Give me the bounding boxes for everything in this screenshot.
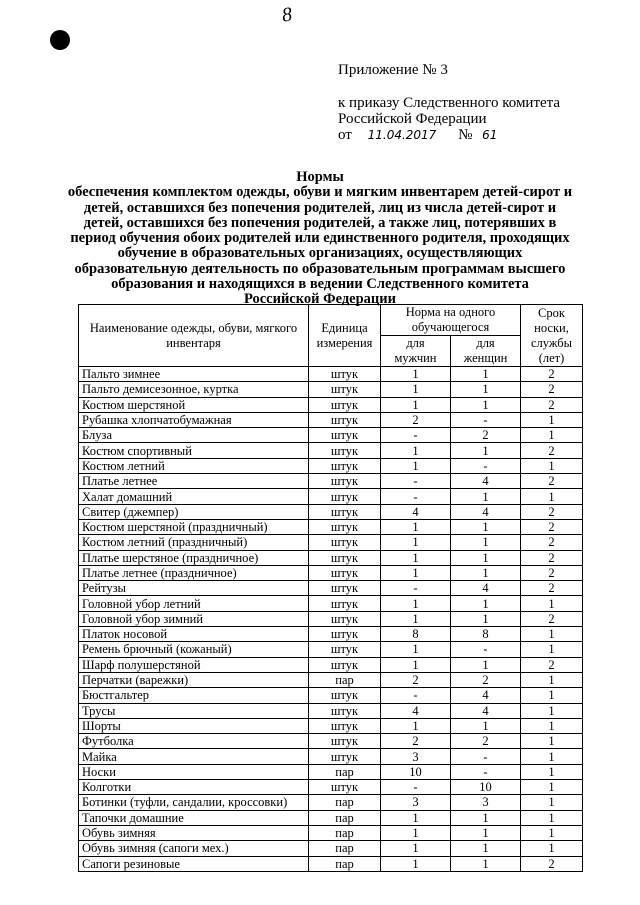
cell-women: 1 <box>451 519 521 534</box>
cell-women: 1 <box>451 367 521 382</box>
cell-women: - <box>451 642 521 657</box>
cell-name: Тапочки домашние <box>79 810 309 825</box>
cell-women: 1 <box>451 825 521 840</box>
table-row <box>79 412 583 427</box>
table-row <box>79 718 583 733</box>
table-row <box>79 519 583 534</box>
cell-unit: пар <box>309 856 381 871</box>
table-row <box>79 825 583 840</box>
cell-women: 1 <box>451 596 521 611</box>
table-row <box>79 581 583 596</box>
cell-name: Блуза <box>79 428 309 443</box>
cell-term: 2 <box>521 657 583 672</box>
table-row <box>79 672 583 687</box>
cell-unit: штук <box>309 504 381 519</box>
appendix-title: Приложение № 3 <box>338 62 448 78</box>
cell-name: Ботинки (туфли, сандалии, кроссовки) <box>79 795 309 810</box>
cell-men: 1 <box>381 519 451 534</box>
title-line: период обучения обоих родителей или единственного родителя, проходящих <box>70 230 570 247</box>
order-date-line <box>338 127 560 143</box>
cell-name: Костюм шерстяной <box>79 397 309 412</box>
cell-term: 1 <box>521 795 583 810</box>
cell-name: Халат домашний <box>79 489 309 504</box>
cell-name: Костюм летний (праздничный) <box>79 535 309 550</box>
punch-hole-mark <box>50 30 70 50</box>
cell-name: Свитер (джемпер) <box>79 504 309 519</box>
appendix-spacer <box>338 78 560 95</box>
cell-unit: штук <box>309 627 381 642</box>
cell-men: 1 <box>381 443 451 458</box>
cell-men: 3 <box>381 795 451 810</box>
header-unit: Единица измерения <box>309 305 381 367</box>
cell-name: Рубашка хлопчатобумажная <box>79 412 309 427</box>
cell-term: 1 <box>521 825 583 840</box>
cell-women: 1 <box>451 856 521 871</box>
cell-name: Костюм летний <box>79 458 309 473</box>
order-date: 11.04.2017 <box>367 128 437 142</box>
cell-unit: штук <box>309 412 381 427</box>
table-row <box>79 841 583 856</box>
table-row <box>79 550 583 565</box>
cell-unit: штук <box>309 565 381 580</box>
cell-women: 1 <box>451 443 521 458</box>
cell-name: Ремень брючный (кожаный) <box>79 642 309 657</box>
cell-term: 1 <box>521 718 583 733</box>
cell-women: 1 <box>451 810 521 825</box>
table-row <box>79 428 583 443</box>
title-line: обеспечения комплектом одежды, обуви и мягким инвентарем детей-сирот и <box>67 184 573 201</box>
cell-name: Костюм спортивный <box>79 443 309 458</box>
table-row <box>79 397 583 412</box>
cell-name: Носки <box>79 764 309 779</box>
cell-women: 4 <box>451 581 521 596</box>
number-prefix: № <box>458 127 473 143</box>
table-body <box>79 367 583 872</box>
cell-name: Колготки <box>79 780 309 795</box>
cell-men: 3 <box>381 749 451 764</box>
cell-name: Платье летнее <box>79 474 309 489</box>
table-row <box>79 382 583 397</box>
cell-women: - <box>451 749 521 764</box>
cell-name: Шарф полушерстяной <box>79 657 309 672</box>
cell-women: 2 <box>451 672 521 687</box>
cell-men: 8 <box>381 627 451 642</box>
table-row <box>79 367 583 382</box>
table-row <box>79 474 583 489</box>
title-line: обучение в образовательных организациях, осуществляющих <box>117 245 523 262</box>
cell-name: Головной убор летний <box>79 596 309 611</box>
header-name: Наименование одежды, обуви, мягкого инвентаря <box>79 305 309 367</box>
cell-unit: штук <box>309 397 381 412</box>
cell-name: Сапоги резиновые <box>79 856 309 871</box>
cell-name: Обувь зимняя (сапоги мех.) <box>79 841 309 856</box>
cell-unit: штук <box>309 581 381 596</box>
table-row <box>79 734 583 749</box>
cell-women: 8 <box>451 627 521 642</box>
cell-term: 1 <box>521 642 583 657</box>
cell-men: 1 <box>381 458 451 473</box>
cell-women: 4 <box>451 504 521 519</box>
cell-name: Рейтузы <box>79 581 309 596</box>
cell-unit: штук <box>309 458 381 473</box>
cell-unit: штук <box>309 749 381 764</box>
cell-term: 1 <box>521 703 583 718</box>
title-line: детей, оставшихся без попечения родителей, а также лиц, потерявших в <box>83 214 557 231</box>
norms-table <box>78 304 583 872</box>
cell-unit: штук <box>309 703 381 718</box>
cell-women: 10 <box>451 780 521 795</box>
cell-unit: пар <box>309 825 381 840</box>
cell-unit: штук <box>309 474 381 489</box>
cell-term: 2 <box>521 581 583 596</box>
cell-term: 2 <box>521 550 583 565</box>
cell-unit: пар <box>309 841 381 856</box>
title-heading: Нормы <box>296 169 344 185</box>
cell-women: - <box>451 412 521 427</box>
cell-unit: пар <box>309 764 381 779</box>
cell-women: 3 <box>451 795 521 810</box>
cell-unit: штук <box>309 367 381 382</box>
header-norm: Норма на одного обучающегося <box>381 305 521 336</box>
table-row <box>79 611 583 626</box>
table-row <box>79 780 583 795</box>
cell-term: 1 <box>521 780 583 795</box>
cell-men: - <box>381 474 451 489</box>
cell-men: 1 <box>381 841 451 856</box>
cell-women: 1 <box>451 565 521 580</box>
cell-unit: пар <box>309 810 381 825</box>
cell-term: 1 <box>521 749 583 764</box>
cell-women: - <box>451 764 521 779</box>
cell-men: 1 <box>381 810 451 825</box>
table-row <box>79 489 583 504</box>
table-row <box>79 596 583 611</box>
header-term: Срок носки, службы (лет) <box>521 305 583 367</box>
cell-men: 1 <box>381 657 451 672</box>
cell-unit: пар <box>309 672 381 687</box>
table-row <box>79 810 583 825</box>
table-row <box>79 749 583 764</box>
cell-men: 2 <box>381 412 451 427</box>
date-prefix: от <box>338 127 352 143</box>
table-row <box>79 535 583 550</box>
cell-men: 1 <box>381 535 451 550</box>
cell-unit: штук <box>309 734 381 749</box>
cell-name: Платье шерстяное (праздничное) <box>79 550 309 565</box>
cell-men: 1 <box>381 397 451 412</box>
cell-men: 1 <box>381 596 451 611</box>
cell-term: 2 <box>521 519 583 534</box>
cell-term: 1 <box>521 596 583 611</box>
cell-unit: штук <box>309 489 381 504</box>
cell-men: 1 <box>381 367 451 382</box>
cell-unit: штук <box>309 535 381 550</box>
cell-term: 1 <box>521 764 583 779</box>
cell-unit: штук <box>309 611 381 626</box>
cell-unit: штук <box>309 443 381 458</box>
appendix-block <box>338 62 560 143</box>
cell-term: 1 <box>521 412 583 427</box>
cell-term: 1 <box>521 688 583 703</box>
table-row <box>79 627 583 642</box>
cell-women: 1 <box>451 550 521 565</box>
cell-unit: штук <box>309 642 381 657</box>
cell-women: 1 <box>451 397 521 412</box>
cell-men: 10 <box>381 764 451 779</box>
cell-term: 1 <box>521 428 583 443</box>
cell-term: 2 <box>521 535 583 550</box>
cell-name: Платок носовой <box>79 627 309 642</box>
cell-name: Обувь зимняя <box>79 825 309 840</box>
table-row <box>79 458 583 473</box>
order-number: 61 <box>482 128 498 142</box>
cell-name: Платье летнее (праздничное) <box>79 565 309 580</box>
cell-name: Головной убор зимний <box>79 611 309 626</box>
cell-women: 4 <box>451 703 521 718</box>
title-line: детей, оставшихся без попечения родителей, лиц из числа детей-сирот и <box>83 199 557 216</box>
cell-term: 2 <box>521 443 583 458</box>
cell-women: 4 <box>451 688 521 703</box>
cell-unit: штук <box>309 596 381 611</box>
cell-women: 4 <box>451 474 521 489</box>
cell-unit: пар <box>309 795 381 810</box>
table-row <box>79 642 583 657</box>
cell-men: 1 <box>381 550 451 565</box>
table-row <box>79 688 583 703</box>
cell-women: 1 <box>451 535 521 550</box>
cell-women: 2 <box>451 428 521 443</box>
cell-term: 2 <box>521 856 583 871</box>
cell-men: - <box>381 688 451 703</box>
cell-term: 1 <box>521 627 583 642</box>
cell-women: 1 <box>451 657 521 672</box>
table-row <box>79 856 583 871</box>
cell-name: Майка <box>79 749 309 764</box>
cell-men: - <box>381 780 451 795</box>
cell-men: - <box>381 428 451 443</box>
cell-unit: штук <box>309 428 381 443</box>
cell-women: 1 <box>451 489 521 504</box>
cell-men: - <box>381 489 451 504</box>
cell-term: 2 <box>521 367 583 382</box>
cell-women: 1 <box>451 611 521 626</box>
order-line-1: к приказу Следственного комитета <box>338 95 561 111</box>
header-women: для женщин <box>451 336 521 367</box>
table-row <box>79 443 583 458</box>
table-row <box>79 565 583 580</box>
cell-name: Перчатки (варежки) <box>79 672 309 687</box>
cell-men: 4 <box>381 504 451 519</box>
cell-name: Бюстгальтер <box>79 688 309 703</box>
cell-name: Трусы <box>79 703 309 718</box>
cell-women: 2 <box>451 734 521 749</box>
cell-term: 1 <box>521 810 583 825</box>
cell-men: 1 <box>381 718 451 733</box>
cell-term: 1 <box>521 458 583 473</box>
cell-term: 1 <box>521 841 583 856</box>
cell-men: - <box>381 581 451 596</box>
cell-women: - <box>451 458 521 473</box>
table-row <box>79 764 583 779</box>
title-line: Российской Федерации <box>243 291 396 308</box>
cell-men: 1 <box>381 611 451 626</box>
cell-men: 1 <box>381 825 451 840</box>
cell-name: Костюм шерстяной (праздничный) <box>79 519 309 534</box>
table-row <box>79 703 583 718</box>
cell-unit: штук <box>309 519 381 534</box>
cell-term: 1 <box>521 672 583 687</box>
table-row <box>79 657 583 672</box>
page-number: 8 <box>280 3 294 27</box>
cell-name: Футболка <box>79 734 309 749</box>
cell-term: 1 <box>521 734 583 749</box>
cell-men: 1 <box>381 382 451 397</box>
table-row <box>79 795 583 810</box>
cell-unit: штук <box>309 657 381 672</box>
cell-term: 1 <box>521 489 583 504</box>
table-row <box>79 504 583 519</box>
cell-men: 4 <box>381 703 451 718</box>
cell-men: 1 <box>381 565 451 580</box>
cell-men: 1 <box>381 856 451 871</box>
cell-women: 1 <box>451 718 521 733</box>
order-line-2: Российской Федерации <box>338 111 487 127</box>
header-men: для мужчин <box>381 336 451 367</box>
cell-term: 2 <box>521 382 583 397</box>
cell-men: 2 <box>381 672 451 687</box>
cell-term: 2 <box>521 565 583 580</box>
cell-term: 2 <box>521 397 583 412</box>
cell-term: 2 <box>521 474 583 489</box>
cell-name: Шорты <box>79 718 309 733</box>
cell-term: 2 <box>521 611 583 626</box>
cell-men: 2 <box>381 734 451 749</box>
cell-unit: штук <box>309 382 381 397</box>
cell-term: 2 <box>521 504 583 519</box>
title-line: образования и находящихся в ведении Следственного комитета <box>111 276 529 293</box>
cell-unit: штук <box>309 688 381 703</box>
cell-unit: штук <box>309 718 381 733</box>
document-title <box>40 170 600 308</box>
cell-unit: штук <box>309 550 381 565</box>
cell-men: 1 <box>381 642 451 657</box>
cell-name: Пальто зимнее <box>79 367 309 382</box>
cell-women: 1 <box>451 382 521 397</box>
cell-unit: штук <box>309 780 381 795</box>
cell-women: 1 <box>451 841 521 856</box>
cell-name: Пальто демисезонное, куртка <box>79 382 309 397</box>
title-line: образовательную деятельность по образовательным программам высшего <box>74 260 566 277</box>
